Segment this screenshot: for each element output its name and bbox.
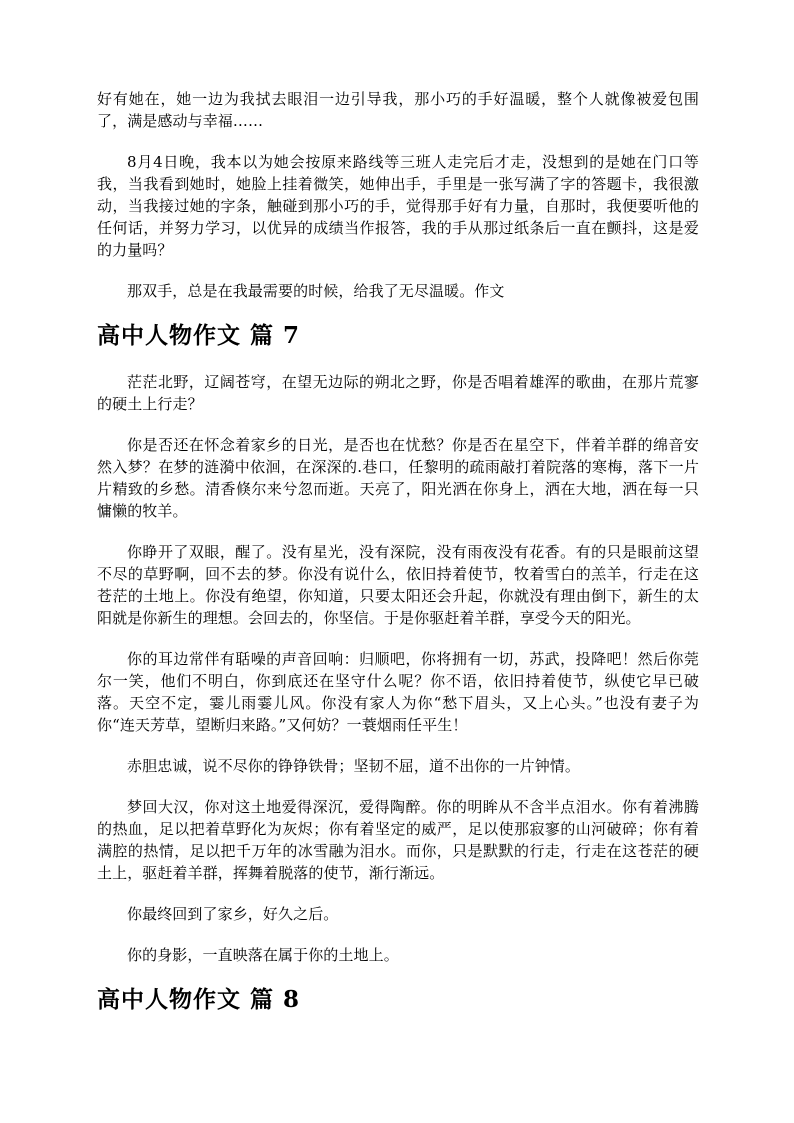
paragraph: 茫茫北野，辽阔苍穹，在望无边际的朔北之野，你是否唱着雄浑的歌曲，在那片荒寥的硬土上行走？ [97,373,699,413]
paragraph: 你最终回到了家乡，好久之后。 [127,905,339,923]
paragraph: 你睁开了双眼，醒了。没有星光，没有深院，没有雨夜没有花香。有的只是眼前这望不尽的草野啊，回不去的梦。你没有说什么，依旧持着使节，牧着雪白的羔羊，行走在这苍茫的土地上。你没有绝望，你知道，只要太阳还会升起，你就没有理由倒下，新生的太阳就是你新生的理想。会回去的，你坚信。于是你驱赶着羊群，享受今天的阳光。 [97,543,699,627]
paragraph: 你的身影，一直映落在属于你的土地上。 [127,946,399,964]
paragraph: 你是否还在怀念着家乡的日光，是否也在忧愁？你是否在星空下，伴着羊群的绵音安然入梦？在梦的涟漪中依洄，在深深的.巷口，任黎明的疏雨敲打着院落的寒梅，落下一片片精致的乡愁。清香倏尔来兮忽而逝。天亮了，阳光洒在你身上，洒在大地，洒在每一只慵懒的牧羊。 [97,436,699,520]
paragraph: 好有她在，她一边为我拭去眼泪一边引导我，那小巧的手好温暖，整个人就像被爱包围了，满是感动与幸福…… [97,90,699,130]
section-heading: 高中人物作文 篇 8 [97,986,301,1013]
paragraph: 你的耳边常伴有聒噪的声音回响：归顺吧，你将拥有一切，苏武，投降吧！然后你莞尔一笑，他们不明白，你到底还在坚守什么呢？你不语，依旧持着使节，纵使它早已破落。天空不定，霎儿雨霎儿风。你没有家人为你“愁下眉头，又上心头。”也没有妻子为你“连天芳草，望断归来路。”又何妨？一蓑烟雨任平生！ [97,650,699,734]
paragraph: 8月4日晚，我本以为她会按原来路线等三班人走完后才走，没想到的是她在门口等我，当我看到她时，她脸上挂着微笑，她伸出手，手里是一张写满了字的答题卡，我很激动，当我接过她的字条，触碰到那小巧的手，觉得那手好有力量，自那时，我便要听他的任何话，并努力学习，以优异的成绩当作报答，我的手从那过纸条后一直在颤抖，这是爱的力量吗？ [97,153,699,259]
document-page [97,88,699,1035]
paragraph: 赤胆忠诚，说不尽你的铮铮铁骨；坚韧不屈，道不出你的一片钟情。 [127,757,581,775]
paragraph: 梦回大汉，你对这土地爱得深沉，爱得陶醉。你的明眸从不含半点泪水。你有着沸腾的热血，足以把着草野化为灰烬；你有着坚定的威严，足以使那寂寥的山河破碎；你有着满腔的热情，足以把千万年的冰雪融为泪水。而你，只是默默的行走，行走在这苍茫的硬土上，驱赶着羊群，挥舞着脱落的使节，渐行渐远。 [97,798,699,882]
section-heading: 高中人物作文 篇 7 [97,322,301,349]
paragraph: 那双手，总是在我最需要的时候，给我了无尽温暖。作文 [127,282,505,300]
